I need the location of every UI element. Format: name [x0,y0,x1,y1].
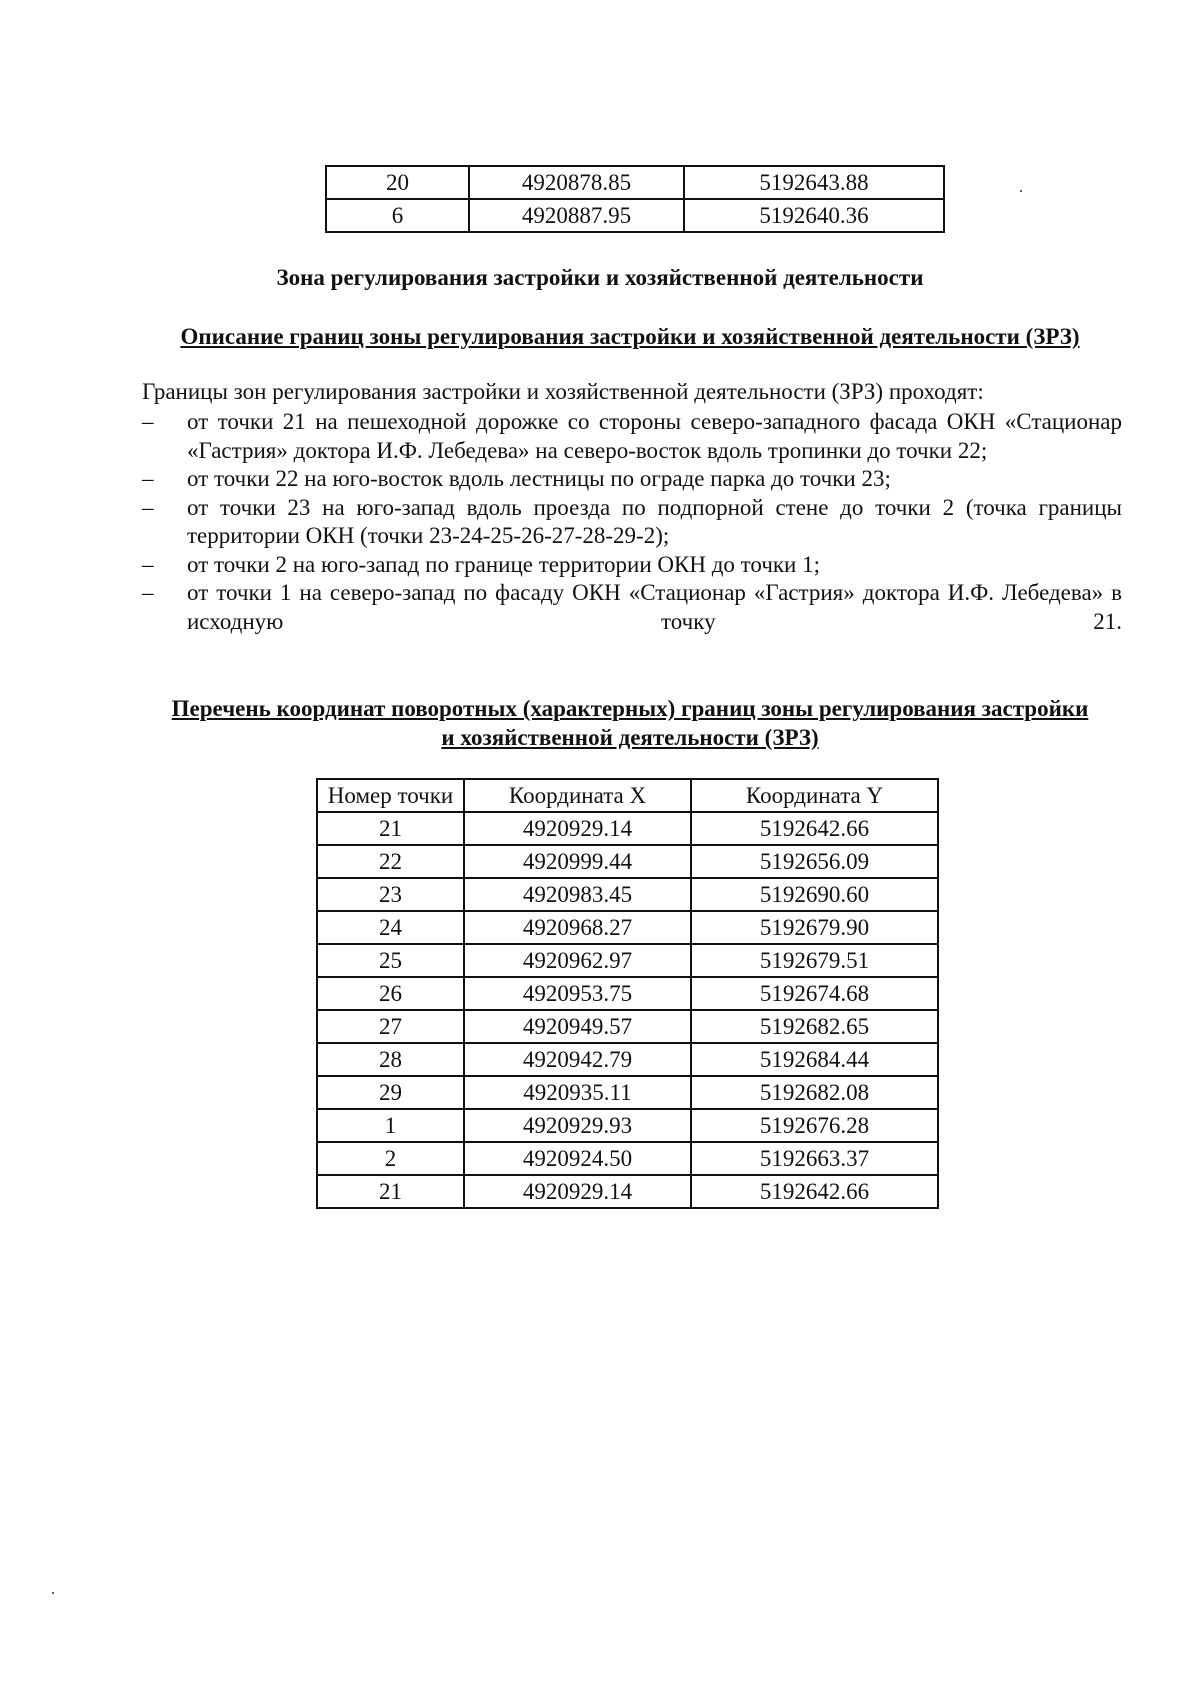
point-number-cell: 27 [317,1010,464,1043]
point-number-cell: 23 [317,878,464,911]
coordinate-x-cell: 4920924.50 [464,1142,691,1175]
continued-coordinates-table [325,165,945,233]
description-heading: Описание границ зоны регулирования застройки и хозяйственной деятельности (ЗРЗ) [180,324,1080,349]
list-dash: – [142,409,154,434]
point-number-cell: 24 [317,911,464,944]
coordinate-y-cell: 5192682.65 [691,1010,938,1043]
coordinate-x-cell: 4920929.93 [464,1109,691,1142]
list-item [142,551,1122,580]
list-item [142,494,1122,551]
table-row [326,199,944,232]
point-number-cell: 28 [317,1043,464,1076]
coords-table-body [317,812,938,1208]
coordinate-x-cell: 4920949.57 [464,1010,691,1043]
point-number-cell: 6 [326,199,469,232]
coordinate-x-cell: 4920962.97 [464,944,691,977]
table-row [326,166,944,199]
boundary-item-text: от точки 21 на пешеходной дорожке со стороны северо-западного фасада ОКН «Стационар «Гастрия» доктора И.Ф. Лебедева» на северо-восток вдоль тропинки до точки 22; [187,409,1122,463]
table-row [317,977,938,1010]
coordinate-y-cell: 5192679.51 [691,944,938,977]
column-header-point-number: Номер точки [317,779,464,812]
coordinate-y-cell: 5192640.36 [684,199,944,232]
scan-speck [1020,190,1022,192]
table-row [317,878,938,911]
boundary-list [142,408,1122,636]
coordinate-x-cell: 4920929.14 [464,1175,691,1208]
coordinate-x-cell: 4920983.45 [464,878,691,911]
coordinate-x-cell: 4920942.79 [464,1043,691,1076]
column-header-coordinate-y: Координата Y [691,779,938,812]
table-row [317,1175,938,1208]
point-number-cell: 2 [317,1142,464,1175]
coordinate-y-cell: 5192682.08 [691,1076,938,1109]
list-dash: – [142,466,154,491]
coordinate-y-cell: 5192642.66 [691,812,938,845]
table-row [317,1109,938,1142]
coordinate-x-cell: 4920968.27 [464,911,691,944]
coordinate-y-cell: 5192679.90 [691,911,938,944]
coordinate-y-cell: 5192642.66 [691,1175,938,1208]
table-row [317,1010,938,1043]
list-item [142,579,1122,636]
coords-heading-line1: Перечень координат поворотных (характерных) границ зоны регулирования застройки [171,696,1089,721]
coordinate-y-cell: 5192684.44 [691,1043,938,1076]
table-row [317,1043,938,1076]
coords-heading-line2: и хозяйственной деятельности (ЗРЗ) [441,725,819,750]
point-number-cell: 22 [317,845,464,878]
coordinate-y-cell: 5192676.28 [691,1109,938,1142]
zone-title: Зона регулирования застройки и хозяйственной деятельности [276,265,924,290]
table-row [317,845,938,878]
list-dash: – [142,494,154,520]
coordinate-x-cell: 4920887.95 [469,199,684,232]
scan-speck [52,1592,54,1594]
list-item [142,465,1122,494]
coordinate-y-cell: 5192674.68 [691,977,938,1010]
table-header-row [317,779,938,812]
table-row [317,1076,938,1109]
coordinate-x-cell: 4920999.44 [464,845,691,878]
point-number-cell: 21 [317,812,464,845]
coordinate-x-cell: 4920953.75 [464,977,691,1010]
intro-text: Границы зон регулирования застройки и хозяйственной деятельности (ЗРЗ) проходят: [142,379,984,404]
column-header-coordinate-x: Координата X [464,779,691,812]
coordinate-y-cell: 5192656.09 [691,845,938,878]
point-number-cell: 20 [326,166,469,199]
coordinate-y-cell: 5192643.88 [684,166,944,199]
zrz-coordinates-table [316,778,939,1209]
coordinate-x-cell: 4920935.11 [464,1076,691,1109]
coordinate-x-cell: 4920929.14 [464,812,691,845]
point-number-cell: 1 [317,1109,464,1142]
coordinate-x-cell: 4920878.85 [469,166,684,199]
boundary-item-text: от точки 22 на юго-восток вдоль лестницы по ограде парка до точки 23; [187,466,891,491]
table-row [317,944,938,977]
table-row [317,1142,938,1175]
point-number-cell: 29 [317,1076,464,1109]
boundary-item-text: от точки 1 на северо-запад по фасаду ОКН «Стационар «Гастрия» доктора И.Ф. Лебедева» в исходную точку 21. [187,580,1122,634]
point-number-cell: 21 [317,1175,464,1208]
boundary-item-text: от точки 23 на юго-запад вдоль проезда по подпорной стене до точки 2 (точка границы территории ОКН (точки 23-24-25-26-27-28-29-2); [187,494,1122,548]
coordinate-y-cell: 5192663.37 [691,1142,938,1175]
point-number-cell: 26 [317,977,464,1010]
list-dash: – [142,551,154,577]
table-row [317,911,938,944]
coordinate-y-cell: 5192690.60 [691,878,938,911]
point-number-cell: 25 [317,944,464,977]
list-item [142,408,1122,465]
boundary-item-text: от точки 2 на юго-запад по границе территории ОКН до точки 1; [187,551,821,577]
list-dash: – [142,580,154,605]
table-row [317,812,938,845]
